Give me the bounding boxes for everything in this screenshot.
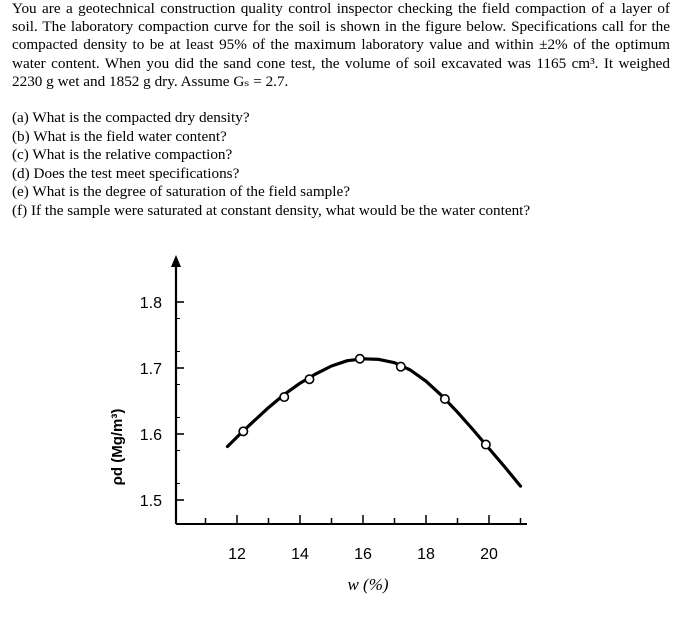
y-axis-label: ρd (Mg/m³) <box>109 408 126 486</box>
question-a: (a) What is the compacted dry density? <box>12 109 250 126</box>
x-tick-label: 14 <box>291 546 309 563</box>
x-tick-label: 18 <box>417 546 435 563</box>
y-tick-label: 1.7 <box>139 361 162 378</box>
question-b: (b) What is the field water content? <box>12 127 227 145</box>
problem-paragraph: You are a geotechnical construction quality control inspector checking the field compaction of a layer of soil. The laboratory compaction curve for the soil is shown in the figure below. Specifications call for the compacted density to be at least 95% of the maximum laboratory value and within ±2% of the optimum water content. When you did the sand cone test, the volume of soil excavated was 1165 cm³. It weighed 2230 g wet and 1852 g dry. Assume Gₛ = 2.7. <box>12 0 670 90</box>
data-point <box>239 427 247 435</box>
data-point <box>441 395 449 403</box>
data-point <box>397 362 405 370</box>
y-axis-arrow <box>171 255 181 267</box>
x-tick-label: 12 <box>228 546 246 563</box>
x-axis-label: w (%) <box>347 575 389 594</box>
data-point <box>356 355 364 363</box>
question-e: (e) What is the degree of saturation of the field sample? <box>12 183 350 201</box>
chart-ticks <box>140 295 521 563</box>
x-tick-label: 16 <box>354 546 372 563</box>
data-point <box>305 375 313 383</box>
data-point <box>482 440 490 448</box>
x-tick-label: 20 <box>480 546 498 563</box>
question-d: (d) Does the test meet specifications? <box>12 164 240 182</box>
y-tick-label: 1.5 <box>139 493 162 510</box>
y-tick-label: 1.6 <box>139 427 162 444</box>
data-point <box>280 393 288 401</box>
compaction-curve <box>228 359 521 486</box>
chart-axes <box>171 255 527 524</box>
y-tick-label: 1.8 <box>139 295 162 312</box>
question-c: (c) What is the relative compaction? <box>12 146 233 164</box>
question-f: (f) If the sample were saturated at constant density, what would be the water content? <box>12 201 531 219</box>
